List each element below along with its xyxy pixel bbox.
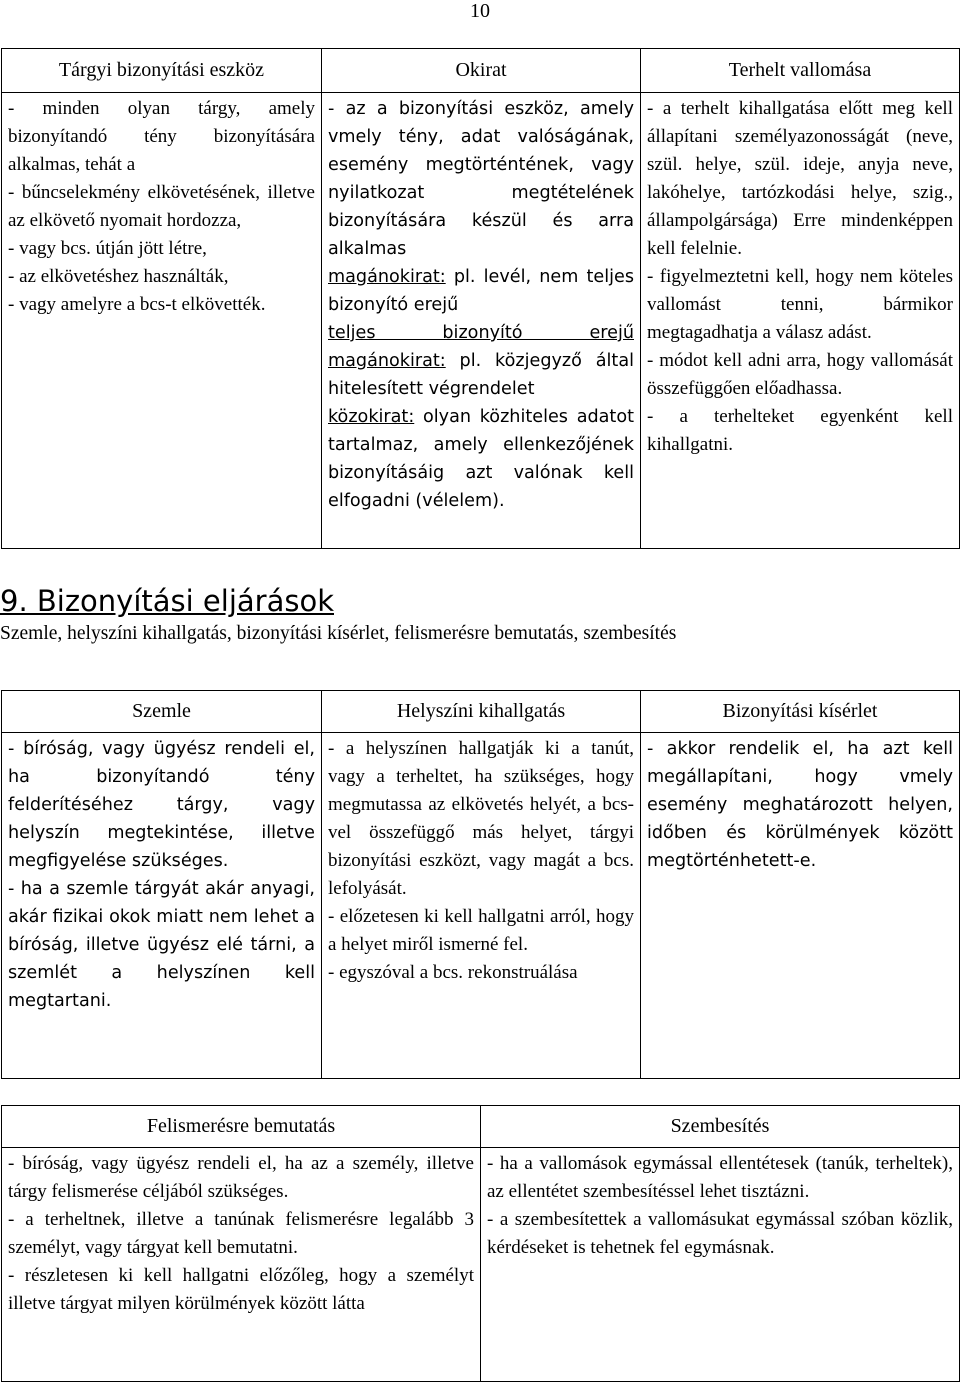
table-header-row [2,49,960,93]
table-row [2,1148,960,1382]
confrontation-cell [481,1148,960,1382]
table-header-row [2,691,960,733]
list-item: - akkor rendelik el, ha azt kell megállapítani, hogy vmely esemény meghatározott helyen, időben és körülmények között megtörténhetett-e. [647,739,953,871]
public-document-item [328,403,634,515]
list-item: - a szembesítettek a vallomásukat egymással szóban közlik, kérdéseket is tehetnek fel egymásnak. [487,1209,953,1258]
list-item: - minden olyan tárgy, amely bizonyítandó tény bizonyítására alkalmas, tehát a [8,98,315,175]
private-document-item [328,263,634,319]
list-item: - figyelmeztetni kell, hogy nem köteles vallomást tenni, bármikor megtagadhatja a válasz adást. [647,266,953,343]
evidence-types-table [1,48,960,549]
list-item: - részletesen ki kell hallgatni előzőleg, hogy a személyt illetve tárgyat milyen körülmények között látta [8,1265,474,1314]
list-item: - vagy amelyre a bcs-t elkövették. [8,294,266,315]
list-item: - bíróság, vagy ügyész rendeli el, ha az a személy, illetve tárgy felismerése céljából szükséges. [8,1153,474,1202]
public-document-text: olyan közhiteles adatot tartalmaz, amely ellenkezőjének bizonyításáig azt valónak kell elfogadni (vélelem). [328,407,634,511]
section-subtitle: Szemle, helyszíni kihallgatás, bizonyítási kísérlet, felismerésre bemutatás, szembesítés [0,623,677,644]
physical-evidence-cell [2,93,322,549]
procedures-table-1 [1,690,960,1079]
page-number: 10 [470,0,490,22]
list-item: - bíróság, vagy ügyész rendeli el, ha bizonyítandó tény felderítéséhez tárgy, vagy helyszín megtekintése, illetve megfigyelése szükséges. [8,739,315,871]
list-item: - ha a vallomások egymással ellentétesek (tanúk, terheltek), az ellentétet szembesítéssel lehet tisztázni. [487,1153,953,1202]
header-on-site-hearing: Helyszíni kihallgatás [322,691,641,733]
list-item: - a helyszínen hallgatják ki a tanút, vagy a terheltet, ha szükséges, hogy megmutassa az elkövetés helyét, a bcs-vel összefüggő más helyet, tárgyi bizonyítási eszközt, vagy magát a bcs. lefolyását. [328,738,634,899]
inspection-cell [2,733,322,1079]
identification-lineup-cell [2,1148,481,1382]
list-item: - az elkövetéshez használták, [8,266,229,287]
list-item: - bűncselekmény elkövetésének, illetve az elkövető nyomait hordozza, [8,182,315,231]
header-physical-evidence: Tárgyi bizonyítási eszköz [2,49,322,93]
on-site-hearing-cell [322,733,641,1079]
section-heading: 9. Bizonyítási eljárások [0,584,334,618]
header-inspection: Szemle [2,691,322,733]
header-confrontation: Szembesítés [481,1106,960,1148]
header-evidentiary-experiment: Bizonyítási kísérlet [641,691,960,733]
document-definition: - az a bizonyítási eszköz, amely vmely tény, adat valóságának, esemény megtörténtének, vagy nyilatkozat megtételének bizonyítására készül és arra alkalmas [328,99,634,259]
defendant-statement-cell [641,93,960,549]
procedures-table-2 [1,1105,960,1382]
list-item: - a terheltnek, illetve a tanúnak felismerésre legalább 3 személyt, vagy tárgyat kell bemutatni. [8,1209,474,1258]
private-document-label: magánokirat: [328,267,446,287]
header-defendant-statement: Terhelt vallomása [641,49,960,93]
public-document-label: közokirat: [328,407,415,427]
header-identification-lineup: Felismerésre bemutatás [2,1106,481,1148]
list-item: - vagy bcs. útján jött létre, [8,238,207,259]
evidentiary-experiment-cell [641,733,960,1079]
list-item: - egyszóval a bcs. rekonstruálása [328,962,578,983]
table-header-row [2,1106,960,1148]
list-item: - előzetesen ki kell hallgatni arról, hogy a helyet miről ismerné fel. [328,906,634,955]
full-evidence-document-label: teljes bizonyító erejű magánokirat: [328,323,634,371]
list-item: - módot kell adni arra, hogy vallomását összefüggően előadhassa. [647,350,953,399]
full-evidence-document-item [328,319,634,403]
list-item: - a terhelteket egyenként kell kihallgatni. [647,406,953,455]
list-item: - a terhelt kihallgatása előtt meg kell állapítani személyazonosságát (neve, szül. helye, szül. ideje, anyja neve, lakóhelye, tartózkodási helye, szig., állampolgársága) Erre mindenképpen kell felelnie. [647,98,953,259]
private-document-text: pl. levél, nem teljes bizonyító erejű [328,267,634,315]
full-evidence-document-text: pl. közjegyző által hitelesített végrendelet [328,351,634,399]
table-row [2,93,960,549]
list-item: - ha a szemle tárgyát akár anyagi, akár fizikai okok miatt nem lehet a bíróság, illetve ügyész elé tárni, a szemlét a helyszínen kell megtartani. [8,879,315,1011]
header-document: Okirat [322,49,641,93]
document-cell [322,93,641,549]
table-row [2,733,960,1079]
